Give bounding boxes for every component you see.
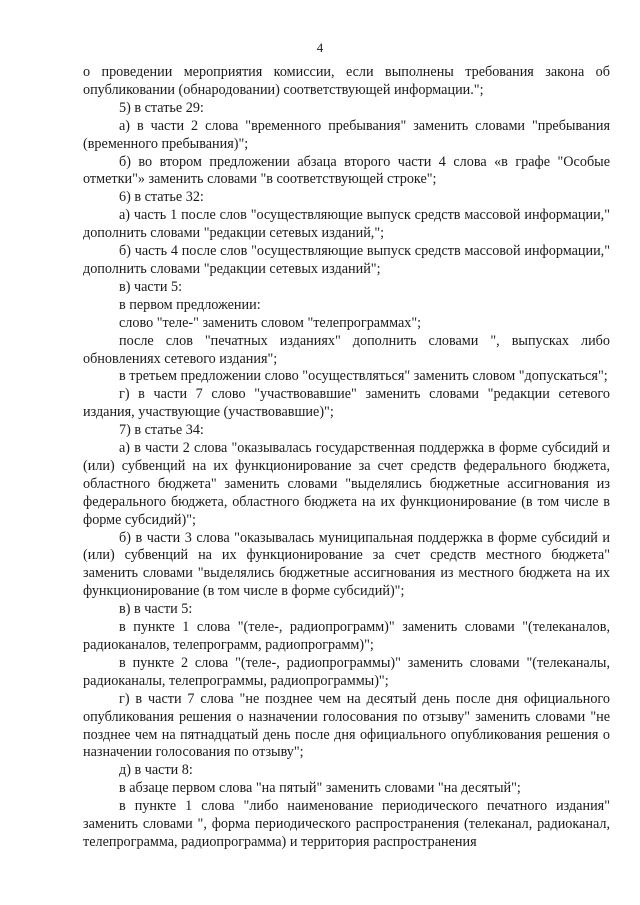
paragraph: а) в части 2 слова "временного пребывания" заменить словами "пребывания (временного пребывания)";: [83, 117, 610, 152]
paragraph: 5) в статье 29:: [119, 99, 204, 116]
paragraph: б) в части 3 слова "оказывалась муниципальная поддержка в форме субсидий и (или) субвенций на их функционирование за счет средств местного бюджета" заменить словами "выделялись бюджетные ассигнования из местного бюджета на их функционирование (в том числе в форме субсидий)";: [83, 529, 610, 600]
paragraph: в первом предложении:: [119, 296, 261, 313]
paragraph: в) части 5:: [119, 278, 183, 295]
paragraph: в пункте 1 слова "(теле-, радиопрограмм)" заменить словами "(телеканалов, радиоканалов, телепрограмм, радиопрограмм)";: [83, 619, 610, 653]
paragraph: в пункте 1 слова "либо наименование периодического печатного издания" заменить словами ", форма периодического распространения (телеканал, радиоканал, телепрограмма, радиопрограмма) и территория распространения: [83, 798, 610, 850]
page-number: 4: [316, 40, 324, 55]
paragraph: а) часть 1 после слов "осуществляющие выпуск средств массовой информации," дополнить словами "редакции сетевых изданий,";: [83, 207, 610, 242]
paragraph: в) в части 5:: [119, 601, 193, 618]
paragraph: б) часть 4 после слов "осуществляющие выпуск средств массовой информации," дополнить словами "редакции сетевых изданий";: [83, 243, 610, 277]
paragraph: 7) в статье 34:: [119, 422, 204, 439]
paragraph: в пункте 2 слова "(теле-, радиопрограммы)" заменить словами "(телеканалы, радиоканалы, телепрограммы, радиопрограммы)";: [83, 654, 610, 689]
paragraph: 6) в статье 32:: [119, 189, 204, 206]
document-body: [83, 64, 610, 852]
paragraph: б) во втором предложении абзаца второго части 4 слова «в графе "Особые отметки"» заменить словами "в соответствующей строке";: [83, 153, 610, 188]
paragraph: а) в части 2 слова "оказывалась государственная поддержка в форме субсидий и (или) субвенций на их функционирование за счет средств федерального бюджета, областного бюджета" заменить словами "выделялись бюджетные ассигнования из федерального бюджета, областного бюджета на их функционирование (в том числе в форме субсидий)";: [83, 440, 610, 528]
paragraph: после слов "печатных изданиях" дополнить словами ", выпусках либо обновлениях сетевого издания";: [83, 332, 610, 367]
paragraph: г) в части 7 слово "участвовавшие" заменить словами "редакции сетевого издания, участвующие (участвовавшие)";: [83, 386, 610, 421]
paragraph: слово "теле-" заменить словом "телепрограммах";: [119, 314, 422, 331]
paragraph: в абзаце первом слова "на пятый" заменить словами "на десятый";: [119, 780, 521, 797]
paragraph: г) в части 7 слова "не позднее чем на десятый день после дня официального опубликования решения о назначении голосования по отзыву" заменить словами "не позднее чем на пятнадцатый день после дня официального опубликования решения о назначении голосования по отзыву";: [83, 690, 610, 761]
paragraph: д) в части 8:: [119, 762, 193, 779]
paragraph: о проведении мероприятия комиссии, если выполнены требования закона об опубликовании (обнародовании) соответствующей информации.";: [83, 64, 610, 98]
paragraph: в третьем предложении слово "осуществляться" заменить словом "допускаться";: [119, 368, 608, 385]
